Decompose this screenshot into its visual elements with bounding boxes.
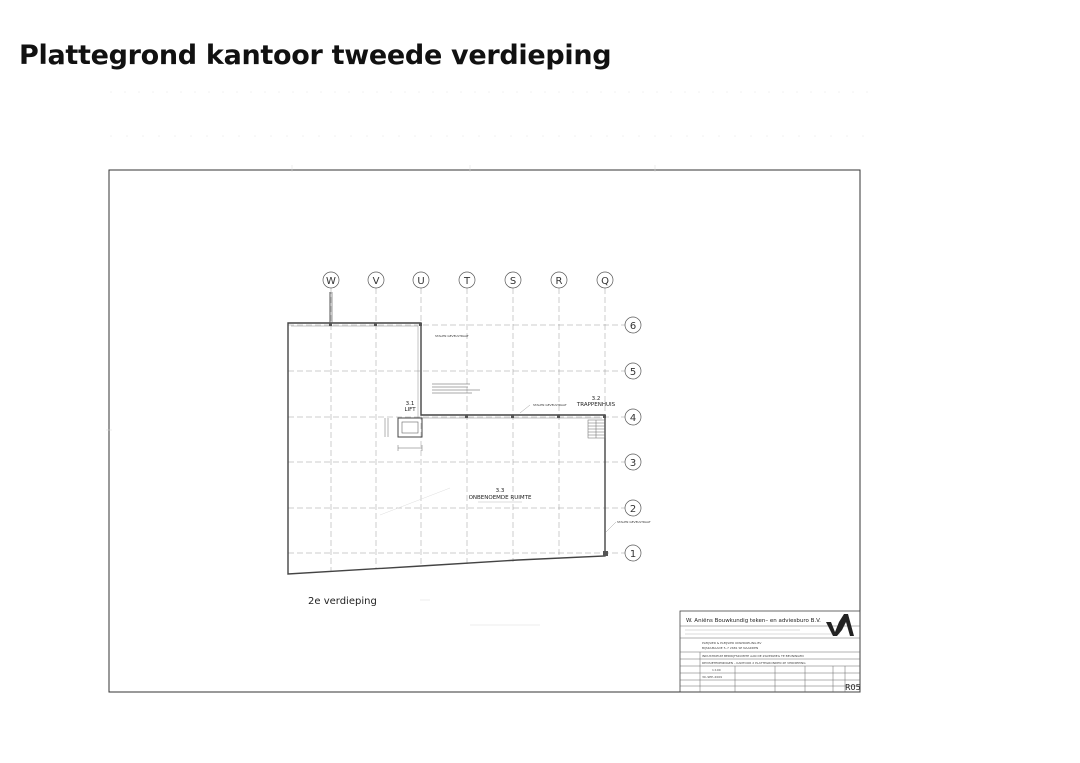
grid-label-s: S <box>509 276 517 287</box>
drawing-number: R05 <box>845 683 861 692</box>
wall-note-3: STALEN GEVELSTRAAT <box>617 520 651 524</box>
stairwell <box>588 420 605 438</box>
scale-value: 1:100 <box>712 668 721 672</box>
space-number: 3.3 <box>495 488 505 494</box>
grid-label-1: 1 <box>629 549 637 560</box>
grid-label-5: 5 <box>629 367 637 378</box>
sheet-border <box>109 170 860 692</box>
lift-name: LIFT <box>404 407 416 413</box>
grid-label-2: 2 <box>629 504 637 515</box>
structural-columns <box>329 323 608 556</box>
company-name: W. Aniëns Bouwkundig teken– en adviesburo B.V. <box>686 618 821 624</box>
grid-row-markers <box>625 317 641 561</box>
client-line-2: BIJSKAMAADE 5–7 2681 SE NAARDEN <box>702 646 759 650</box>
grid-label-q: Q <box>601 276 609 287</box>
faint-marks <box>106 165 655 625</box>
drawing-subject: REVISIETEKENINGEN – KANTOOR 2 PLATTEGRONDEN 2E VERDIEPING <box>702 661 806 665</box>
grid-marker-u <box>413 272 429 288</box>
grid-lines <box>288 288 625 572</box>
stair-number: 3.2 <box>591 396 601 402</box>
wall-note-1: STALEN GEVELSTRAAT <box>435 334 469 338</box>
grid-marker-w <box>323 272 339 288</box>
grid-column-markers <box>323 272 613 288</box>
grid-marker-4 <box>625 409 641 425</box>
outer-wall <box>288 323 605 574</box>
grid-marker-t <box>459 272 475 288</box>
stair-name: TRAPPENHUIS <box>576 402 616 408</box>
scan-artifacts <box>110 92 870 136</box>
grid-label-6: 6 <box>629 321 637 332</box>
client-line-1: PLEIJSIER & PLEIJSIER ONWIKKELING BV <box>702 641 762 645</box>
lift-number: 3.1 <box>405 401 415 407</box>
lift-shaft <box>385 418 422 451</box>
grid-marker-s <box>505 272 521 288</box>
grid-marker-2 <box>625 500 641 516</box>
grid-label-w: W <box>326 276 336 287</box>
grid-label-t: T <box>463 276 471 287</box>
project-name: INDUSTRIEUM BEDRIJFSRUIMTE AAN DE ZILVERWEG TE BEUNINGEN <box>702 654 804 658</box>
page-title: Plattegrond kantoor tweede verdieping <box>19 40 612 71</box>
grid-marker-3 <box>625 454 641 470</box>
grid-label-3: 3 <box>629 458 637 469</box>
drawing-date: 30–SEP–2009 <box>702 675 723 679</box>
grid-marker-q <box>597 272 613 288</box>
floor-label: 2e verdieping <box>308 596 377 607</box>
wall-note-2: STALEN GEVELSTRAAT <box>533 403 567 407</box>
grid-label-v: V <box>372 276 380 287</box>
annotation-block <box>432 384 480 393</box>
grid-marker-6 <box>625 317 641 333</box>
grid-label-4: 4 <box>629 413 637 424</box>
grid-marker-5 <box>625 363 641 379</box>
space-name: ONBENOEMDE RUIMTE <box>468 495 532 501</box>
grid-marker-r <box>551 272 567 288</box>
grid-label-u: U <box>417 276 425 287</box>
grid-marker-1 <box>625 545 641 561</box>
grid-marker-v <box>368 272 384 288</box>
company-logo <box>826 614 854 636</box>
grid-label-r: R <box>555 276 563 287</box>
